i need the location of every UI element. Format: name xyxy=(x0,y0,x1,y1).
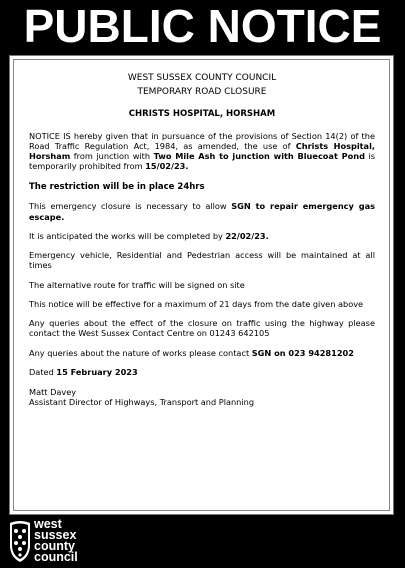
council-logo-text xyxy=(34,519,78,563)
text: It is anticipated the works will be completed by xyxy=(29,230,226,241)
logo-line: county xyxy=(34,539,75,553)
signatory-name: Matt Davey xyxy=(29,387,77,397)
route-paragraph: The alternative route for traffic will be signed on site xyxy=(29,279,245,290)
text: NOTICE IS hereby given that in pursuance of the provisions of Section 14(2) of the Road Traffic Regulation Act, 1984, as amended, the use of xyxy=(29,130,375,151)
notice-heading: TEMPORARY ROAD CLOSURE xyxy=(137,87,267,97)
dated-line xyxy=(29,367,375,377)
logo-line: sussex xyxy=(34,528,77,542)
start-date: 15/02/23. xyxy=(145,161,189,172)
signatory-title: Assistant Director of Highways, Transport and Planning xyxy=(29,397,255,408)
road-section: Two Mile Ash to junction with Bluecoat Pond xyxy=(153,151,365,162)
text: from junction with xyxy=(70,151,154,162)
reason-text: SGN to repair emergency gas escape. xyxy=(29,201,375,222)
notice-panel xyxy=(9,55,394,515)
logo-line: council xyxy=(34,550,78,564)
text: This emergency closure is necessary to allow xyxy=(29,201,232,212)
access-paragraph: Emergency vehicle, Residential and Pedestrian access will be maintained at all times xyxy=(29,250,375,271)
council-name: WEST SUSSEX COUNTY COUNCIL xyxy=(127,73,277,83)
effective-paragraph: This notice will be effective for a maximum of 21 days from the date given above xyxy=(29,298,364,309)
queries-traffic-paragraph: Any queries about the effect of the closure on traffic using the highway please contact the West Sussex Contact Centre on 01243 642105 xyxy=(29,318,375,339)
notice-date: 15 February 2023 xyxy=(56,366,138,377)
completion-date: 22/02/23. xyxy=(225,230,269,241)
completion-paragraph xyxy=(29,231,375,241)
shield-crest-icon xyxy=(8,519,32,563)
text: is temporarily prohibited from xyxy=(29,151,375,172)
road-name: Christs Hospital, Horsham xyxy=(29,140,375,162)
notice-body xyxy=(13,59,390,511)
reason-paragraph xyxy=(29,201,375,222)
council-logo xyxy=(8,519,118,565)
restriction-text: The restriction will be in place 24hrs xyxy=(29,181,205,192)
location-heading: CHRISTS HOSPITAL, HORSHAM xyxy=(128,109,276,119)
notice-paragraph xyxy=(29,131,375,172)
text: Any queries about the nature of works please contact xyxy=(29,347,252,358)
page-title: PUBLIC NOTICE xyxy=(23,0,382,52)
queries-works-paragraph xyxy=(29,348,375,358)
text: Dated xyxy=(29,366,57,377)
logo-line: west xyxy=(34,517,62,531)
sgn-phone: SGN on 023 94281202 xyxy=(251,347,354,358)
